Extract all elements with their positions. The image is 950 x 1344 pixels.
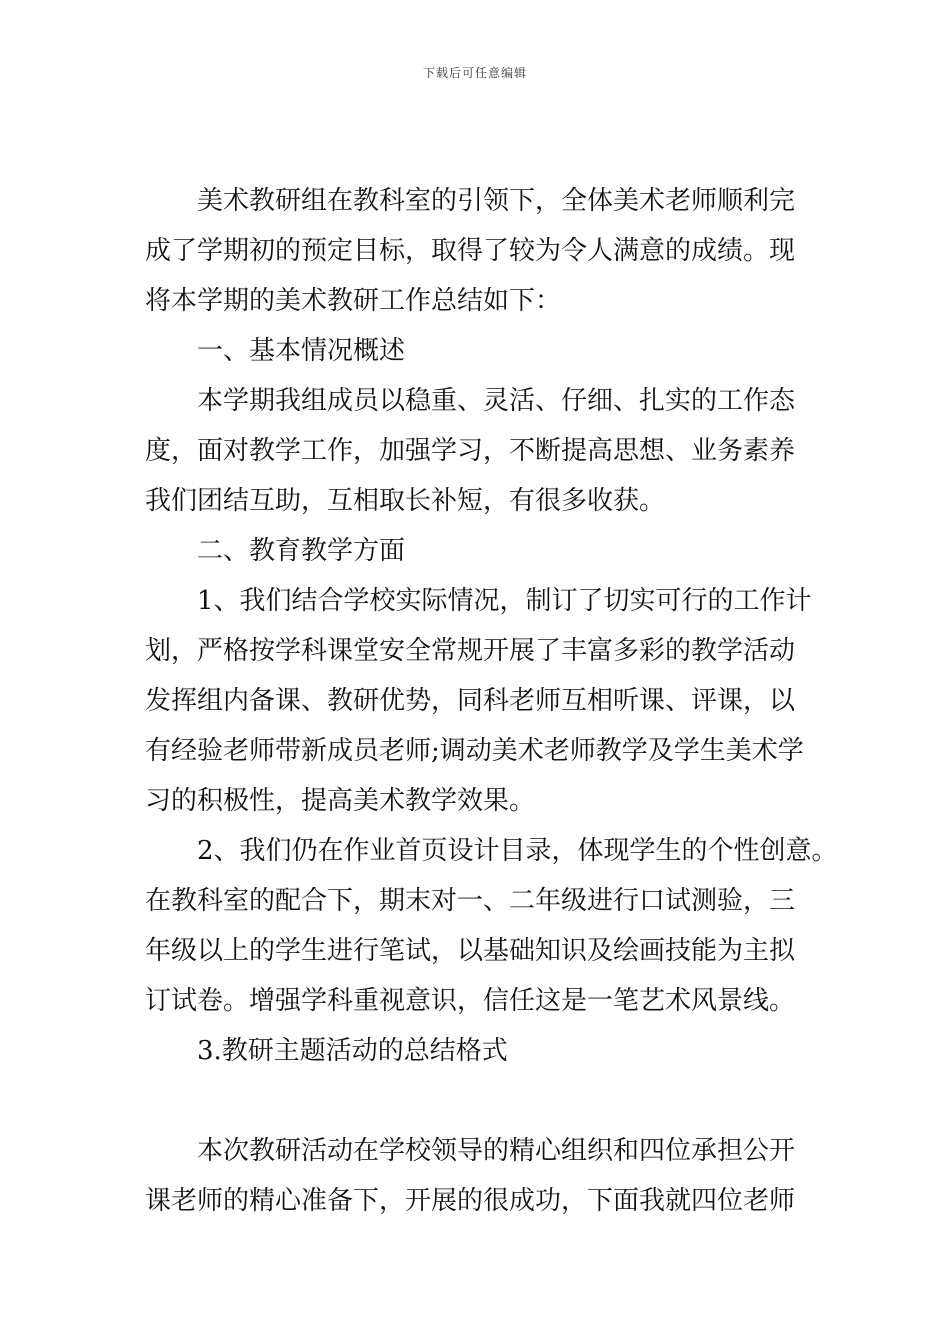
paragraph-line: 发挥组内备课、教研优势，同科老师互相听课、评课，以 (145, 686, 796, 716)
paragraph-line: 本学期我组成员以稳重、灵活、仔细、扎实的工作态 (197, 386, 796, 416)
paragraph-line: 将本学期的美术教研工作总结如下： (145, 286, 562, 316)
paragraph-line: 本次教研活动在学校领导的精心组织和四位承担公开 (197, 1136, 796, 1166)
paragraph-line: 订试卷。增强学科重视意识，信任这是一笔艺术风景线。 (145, 986, 796, 1016)
paragraph-line: 2、我们仍在作业首页设计目录，体现学生的个性创意。 (197, 836, 838, 866)
section-heading: 二、教育教学方面 (197, 536, 406, 566)
paragraph-line: 有经验老师带新成员老师;调动美术老师教学及学生美术学 (145, 736, 804, 766)
paragraph-line: 习的积极性，提高美术教学效果。 (145, 786, 536, 816)
paragraph-gap (145, 1076, 810, 1126)
paragraph-line: 我们团结互助，互相取长补短，有很多收获。 (145, 486, 666, 516)
paragraph-line: 1、我们结合学校实际情况，制订了切实可行的工作计 (197, 586, 812, 616)
paragraph-line: 成了学期初的预定目标，取得了较为令人满意的成绩。现 (145, 236, 796, 266)
paragraph-line: 度，面对教学工作，加强学习，不断提高思想、业务素养 (145, 436, 796, 466)
paragraph-line: 划，严格按学科课堂安全常规开展了丰富多彩的教学活动 (145, 636, 796, 666)
section-heading: 3.教研主题活动的总结格式 (197, 1036, 508, 1066)
paragraph-line: 在教科室的配合下，期末对一、二年级进行口试测验，三 (145, 886, 796, 916)
header-note: 下载后可任意编辑 (422, 66, 527, 80)
paragraph-line: 美术教研组在教科室的引领下，全体美术老师顺利完 (197, 186, 796, 216)
paragraph-line: 课老师的精心准备下，开展的很成功，下面我就四位老师 (145, 1186, 796, 1216)
document-body (145, 176, 838, 1226)
section-heading: 一、基本情况概述 (197, 336, 406, 366)
paragraph-line: 年级以上的学生进行笔试，以基础知识及绘画技能为主拟 (145, 936, 796, 966)
